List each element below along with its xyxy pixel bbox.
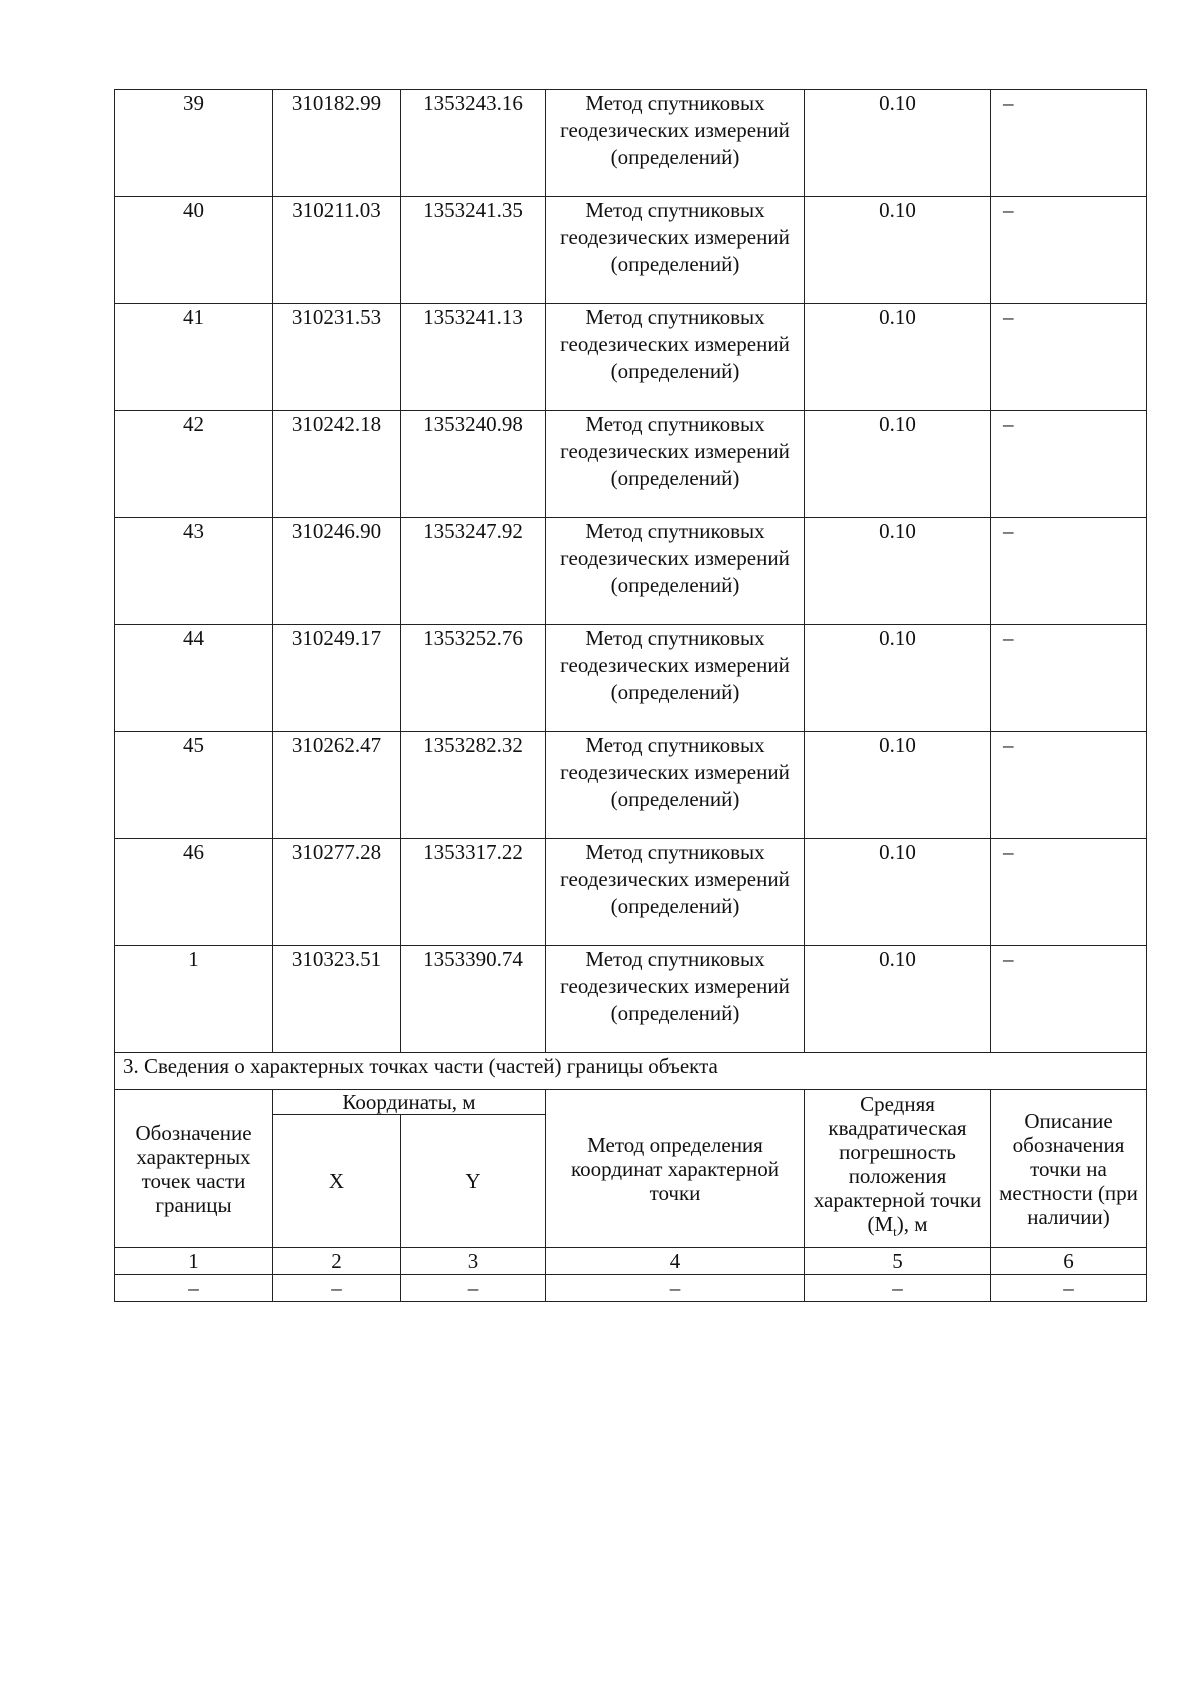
point-x-cell: 310182.99 (273, 90, 401, 197)
column-number: 2 (273, 1248, 401, 1275)
point-x-cell: 310249.17 (273, 625, 401, 732)
point-method-cell: Метод спутниковых геодезических измерений (определений) (546, 304, 805, 411)
point-y-cell: 1353241.13 (401, 304, 546, 411)
point-method-cell: Метод спутниковых геодезических измерений (определений) (546, 90, 805, 197)
column-number: 1 (115, 1248, 273, 1275)
points-table-body (115, 90, 1147, 1053)
point-id-cell: 45 (115, 732, 273, 839)
point-y-cell: 1353247.92 (401, 518, 546, 625)
point-id-cell: 1 (115, 946, 273, 1053)
table-row (115, 839, 1147, 946)
table-row (115, 90, 1147, 197)
point-x-cell: 310242.18 (273, 411, 401, 518)
point-id-cell: 42 (115, 411, 273, 518)
table-row (115, 411, 1147, 518)
point-y-cell: 1353240.98 (401, 411, 546, 518)
table-row (115, 304, 1147, 411)
empty-cell: – (115, 1275, 273, 1302)
empty-cell: – (991, 1275, 1147, 1302)
header-accuracy: Средняя квадратическая погрешность положения характерной точки $(M_t)$, м (805, 1090, 991, 1248)
point-description-cell: – (991, 411, 1147, 518)
point-id-cell: 41 (115, 304, 273, 411)
point-description-cell: – (991, 304, 1147, 411)
point-description-cell: – (991, 197, 1147, 304)
empty-cell: – (273, 1275, 401, 1302)
table-row (115, 946, 1147, 1053)
column-numbers-row (115, 1248, 1147, 1275)
column-number: 3 (401, 1248, 546, 1275)
header-y: Y (401, 1115, 546, 1248)
point-y-cell: 1353390.74 (401, 946, 546, 1053)
point-id-cell: 40 (115, 197, 273, 304)
header-description: Описание обозначения точки на местности (при наличии) (991, 1090, 1147, 1248)
point-method-cell: Метод спутниковых геодезических измерений (определений) (546, 839, 805, 946)
point-method-cell: Метод спутниковых геодезических измерений (определений) (546, 518, 805, 625)
point-description-cell: – (991, 946, 1147, 1053)
point-y-cell: 1353252.76 (401, 625, 546, 732)
section3 (115, 1053, 1147, 1302)
point-method-cell: Метод спутниковых геодезических измерений (определений) (546, 625, 805, 732)
section3-header-row (115, 1090, 1147, 1115)
point-accuracy-cell: 0.10 (805, 732, 991, 839)
point-description-cell: – (991, 839, 1147, 946)
point-id-cell: 39 (115, 90, 273, 197)
empty-cell: – (546, 1275, 805, 1302)
point-method-cell: Метод спутниковых геодезических измерений (определений) (546, 411, 805, 518)
header-coordinates: Координаты, м (273, 1090, 546, 1115)
point-x-cell: 310246.90 (273, 518, 401, 625)
point-description-cell: – (991, 625, 1147, 732)
section3-title: 3. Сведения о характерных точках части (частей) границы объекта (115, 1053, 1147, 1090)
point-description-cell: – (991, 90, 1147, 197)
column-number: 4 (546, 1248, 805, 1275)
point-x-cell: 310211.03 (273, 197, 401, 304)
point-accuracy-cell: 0.10 (805, 839, 991, 946)
point-x-cell: 310277.28 (273, 839, 401, 946)
header-designation: Обозначение характерных точек части границы (115, 1090, 273, 1248)
empty-cell: – (401, 1275, 546, 1302)
point-method-cell: Метод спутниковых геодезических измерений (определений) (546, 946, 805, 1053)
point-x-cell: 310231.53 (273, 304, 401, 411)
table-row (115, 625, 1147, 732)
point-accuracy-cell: 0.10 (805, 625, 991, 732)
point-y-cell: 1353243.16 (401, 90, 546, 197)
point-accuracy-cell: 0.10 (805, 197, 991, 304)
point-accuracy-cell: 0.10 (805, 304, 991, 411)
empty-cell: – (805, 1275, 991, 1302)
column-number: 5 (805, 1248, 991, 1275)
point-accuracy-cell: 0.10 (805, 518, 991, 625)
point-accuracy-cell: 0.10 (805, 90, 991, 197)
point-accuracy-cell: 0.10 (805, 946, 991, 1053)
header-method: Метод определения координат характерной точки (546, 1090, 805, 1248)
table-row (115, 197, 1147, 304)
point-y-cell: 1353317.22 (401, 839, 546, 946)
column-number: 6 (991, 1248, 1147, 1275)
table-row (115, 732, 1147, 839)
point-accuracy-cell: 0.10 (805, 411, 991, 518)
point-method-cell: Метод спутниковых геодезических измерений (определений) (546, 732, 805, 839)
point-x-cell: 310262.47 (273, 732, 401, 839)
point-x-cell: 310323.51 (273, 946, 401, 1053)
point-description-cell: – (991, 518, 1147, 625)
point-y-cell: 1353282.32 (401, 732, 546, 839)
coordinates-table (114, 89, 1147, 1302)
point-y-cell: 1353241.35 (401, 197, 546, 304)
point-method-cell: Метод спутниковых геодезических измерений (определений) (546, 197, 805, 304)
header-x: X (273, 1115, 401, 1248)
point-id-cell: 44 (115, 625, 273, 732)
table-row (115, 518, 1147, 625)
point-description-cell: – (991, 732, 1147, 839)
point-id-cell: 43 (115, 518, 273, 625)
section3-title-row (115, 1053, 1147, 1090)
empty-row (115, 1275, 1147, 1302)
point-id-cell: 46 (115, 839, 273, 946)
